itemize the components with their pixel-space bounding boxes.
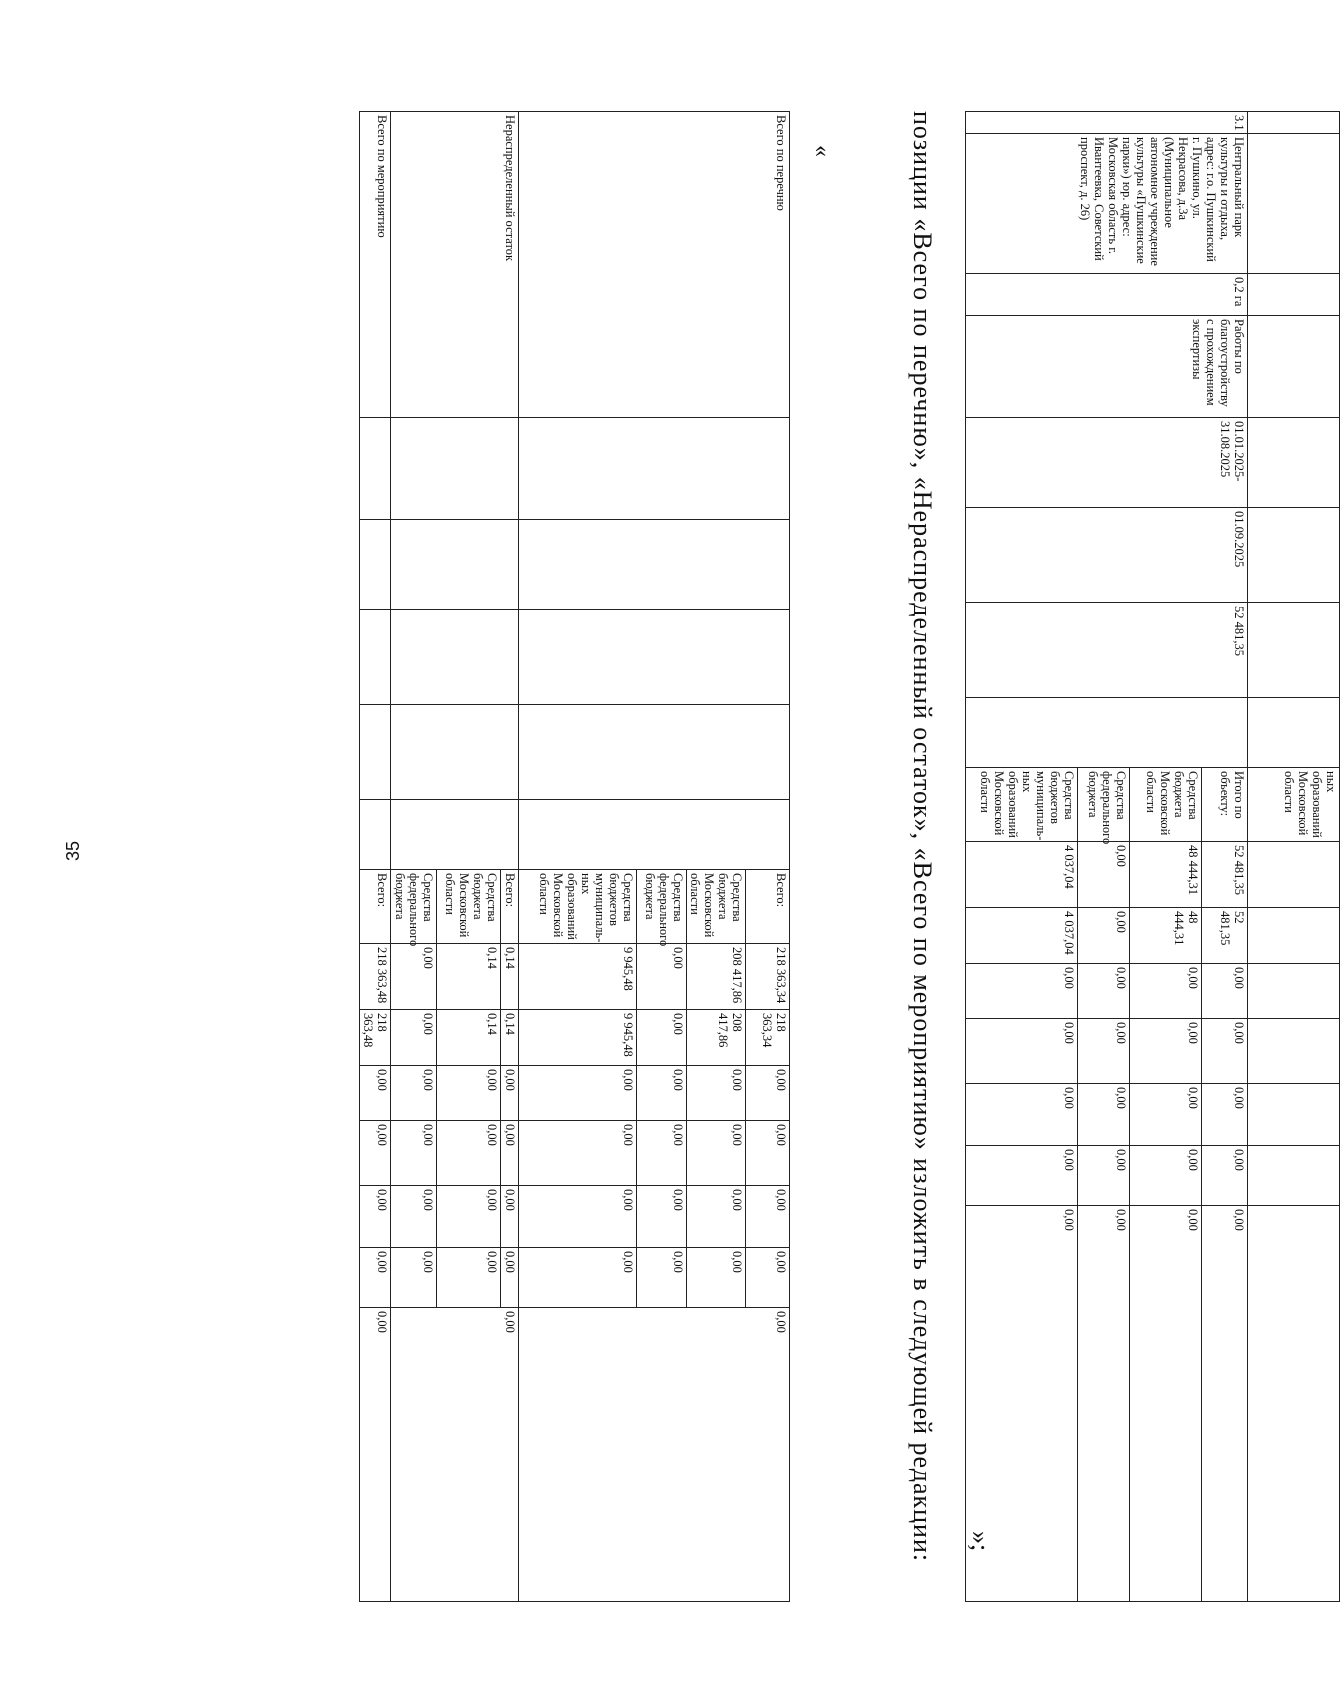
funding-value: 0,00 [746,1121,790,1186]
funding-value: 52 481,35 [1202,842,1248,908]
header-cell [1248,274,1340,316]
page-number: 35 [63,840,83,862]
empty-cell [391,520,519,610]
funding-value: 0,00 [687,1248,746,1308]
funding-value: 0,00 [1202,964,1248,1019]
funding-value: 0,00 [687,1186,746,1248]
funding-source: Средства бюджета Московской области [1130,768,1202,842]
row-number: 3.1 [966,112,1248,134]
funding-value: 0,00 [637,1248,687,1308]
empty-cell [519,418,790,520]
funding-value: 208 417,86 [687,1010,746,1066]
funding-value: 0,00 [746,1066,790,1121]
funding-value: 0,14 [501,1010,519,1066]
funding-value: 218 363,48 [360,1010,391,1066]
funding-source: Всего: [746,870,790,944]
empty-cell [391,610,519,705]
header-cell [1248,112,1340,134]
funding-value: 0,00 [360,1308,391,1602]
funding-value: 0,00 [1130,1019,1202,1084]
funding-value: 0,00 [687,1066,746,1121]
funding-value: 0,00 [501,1121,519,1186]
funding-value: 0,00 [1130,1206,1202,1602]
opening-quote: « [809,145,835,157]
funding-value: 208 417,86 [687,944,746,1010]
header-cell [1248,1019,1340,1084]
header-cell [1248,603,1340,698]
funding-value: 0,00 [437,1066,501,1121]
object-cost: 52 481,35 [966,603,1248,698]
funding-source: Всего: [360,870,391,944]
funding-value: 0,00 [637,1066,687,1121]
funding-value: 0,00 [437,1186,501,1248]
funding-source: Средства бюджета Московской области [687,870,746,944]
funding-value: 0,00 [437,1248,501,1308]
group-label: Всего по мероприятию [360,112,391,418]
funding-source: Средства федерального бюджета [391,870,437,944]
closing-quote: »; [966,1531,995,1552]
funding-value: 0,00 [501,1066,519,1121]
funding-source: Средства бюджетов муниципаль-ных образований Московской области [519,870,637,944]
funding-value: 0,00 [1130,1146,1202,1206]
funding-source: Средства федерального бюджета [1078,768,1130,842]
funding-value: 0,00 [966,964,1078,1019]
header-cell [1248,908,1340,964]
empty-cell [391,800,519,870]
funding-value: 0,00 [966,1084,1078,1146]
funding-value: 0,00 [1130,964,1202,1019]
funding-value: 0,00 [519,1066,637,1121]
funding-value: 0,14 [437,944,501,1010]
funding-value: 0,00 [966,1019,1078,1084]
funding-source: Средства федерального бюджета [637,870,687,944]
header-cell [1248,134,1340,274]
empty-cell [966,698,1248,768]
header-cell [1248,1206,1340,1602]
group-label: Нераспределенный остаток [391,112,519,418]
funding-source: Средства бюджетов муниципаль-ных образований Московской области [966,768,1078,842]
funding-value: 4 037,04 [966,842,1078,908]
funding-value: 0,00 [519,1186,637,1248]
funding-value: 0,00 [966,1146,1078,1206]
funding-value: 48 444,31 [1130,842,1202,908]
empty-cell [391,705,519,800]
funding-value: 0,00 [637,1010,687,1066]
funding-value: 0,00 [501,1248,519,1308]
empty-cell [360,418,391,520]
empty-cell [519,520,790,610]
funding-source: Итого по объекту: [1202,768,1248,842]
funding-source: Всего: [501,870,519,944]
funding-value: 218 363,48 [360,944,391,1010]
funding-value: 0,00 [1130,1084,1202,1146]
header-funding-fragment: ных образований Московской области [1248,768,1340,842]
funding-value: 0,00 [966,1206,1078,1602]
funding-value: 0,00 [1078,1206,1130,1602]
funding-value: 0,00 [1202,1084,1248,1146]
bottom-table [359,111,790,1602]
funding-value: 0,00 [519,1248,637,1308]
object-area: 0,2 га [966,274,1248,316]
work-period: 01.01.2025-31.08.2025 [966,418,1248,508]
funding-value: 0,14 [437,1010,501,1066]
funding-value: 52 481,35 [1202,908,1248,964]
funding-value: 9 945,48 [519,1010,637,1066]
rotated-page-content [340,111,1340,1601]
empty-cell [360,705,391,800]
header-cell [1248,316,1340,418]
header-cell [1248,842,1340,908]
funding-value: 0,00 [391,944,437,1010]
object-name: Центральный парк культуры и отдыха, адрес: г.о. Пушкинский г. Пушкино, ул. Некрасова, д.3а (Муниципальное автономное учреждение культуры «Пушкинские парки») юр. адрес: Московская область г. Ивантеевка, Советский проспект, д. 26) [966,134,1248,274]
header-cell [1248,1084,1340,1146]
top-table [965,111,1340,1602]
funding-value: 4 037,04 [966,908,1078,964]
funding-value: 0,00 [501,1186,519,1248]
funding-value: 0,00 [637,1121,687,1186]
group-label: Всего по перечню [519,112,790,418]
funding-value: 218 363,34 [746,944,790,1010]
funding-value: 0,00 [360,1121,391,1186]
header-cell [1248,964,1340,1019]
empty-cell [519,610,790,705]
funding-value: 0,00 [1078,964,1130,1019]
funding-value: 0,00 [1202,1146,1248,1206]
header-cell [1248,698,1340,768]
funding-value: 0,00 [391,1248,437,1308]
empty-cell [360,520,391,610]
commissioning-date: 01.09.2025 [966,508,1248,603]
funding-value: 0,00 [1078,1084,1130,1146]
header-cell [1248,508,1340,603]
header-cell [1248,1146,1340,1206]
funding-value: 0,00 [519,1308,790,1602]
funding-value: 0,00 [437,1121,501,1186]
funding-value: 0,00 [1202,1019,1248,1084]
funding-value: 0,00 [1078,842,1130,908]
funding-value: 0,00 [360,1066,391,1121]
funding-value: 0,00 [391,1186,437,1248]
funding-value: 0,00 [637,944,687,1010]
funding-value: 0,00 [360,1186,391,1248]
funding-value: 0,00 [360,1248,391,1308]
funding-value: 0,00 [1202,1206,1248,1602]
empty-cell [519,800,790,870]
funding-value: 0,00 [687,1121,746,1186]
funding-value: 48 444,31 [1130,908,1202,964]
funding-value: 0,00 [746,1248,790,1308]
funding-value: 0,00 [1078,1019,1130,1084]
funding-value: 0,00 [1078,1146,1130,1206]
empty-cell [360,800,391,870]
empty-cell [391,418,519,520]
funding-value: 218 363,34 [746,1010,790,1066]
funding-value: 0,00 [391,1308,519,1602]
funding-value: 9 945,48 [519,944,637,1010]
empty-cell [519,705,790,800]
funding-value: 0,00 [519,1121,637,1186]
funding-value: 0,14 [501,944,519,1010]
instruction-text: позиции «Всего по перечню», «Нераспределенный остаток», «Всего по мероприятию» изложить в следующей редакции: [908,111,937,1563]
funding-value: 0,00 [391,1066,437,1121]
funding-value: 0,00 [1078,908,1130,964]
funding-value: 0,00 [637,1186,687,1248]
empty-cell [360,610,391,705]
funding-source: Средства бюджета Московской области [437,870,501,944]
funding-value: 0,00 [391,1121,437,1186]
funding-value: 0,00 [746,1186,790,1248]
funding-value: 0,00 [391,1010,437,1066]
work-type: Работы по благоустройству с прохождением экспертизы [966,316,1248,418]
header-cell [1248,418,1340,508]
